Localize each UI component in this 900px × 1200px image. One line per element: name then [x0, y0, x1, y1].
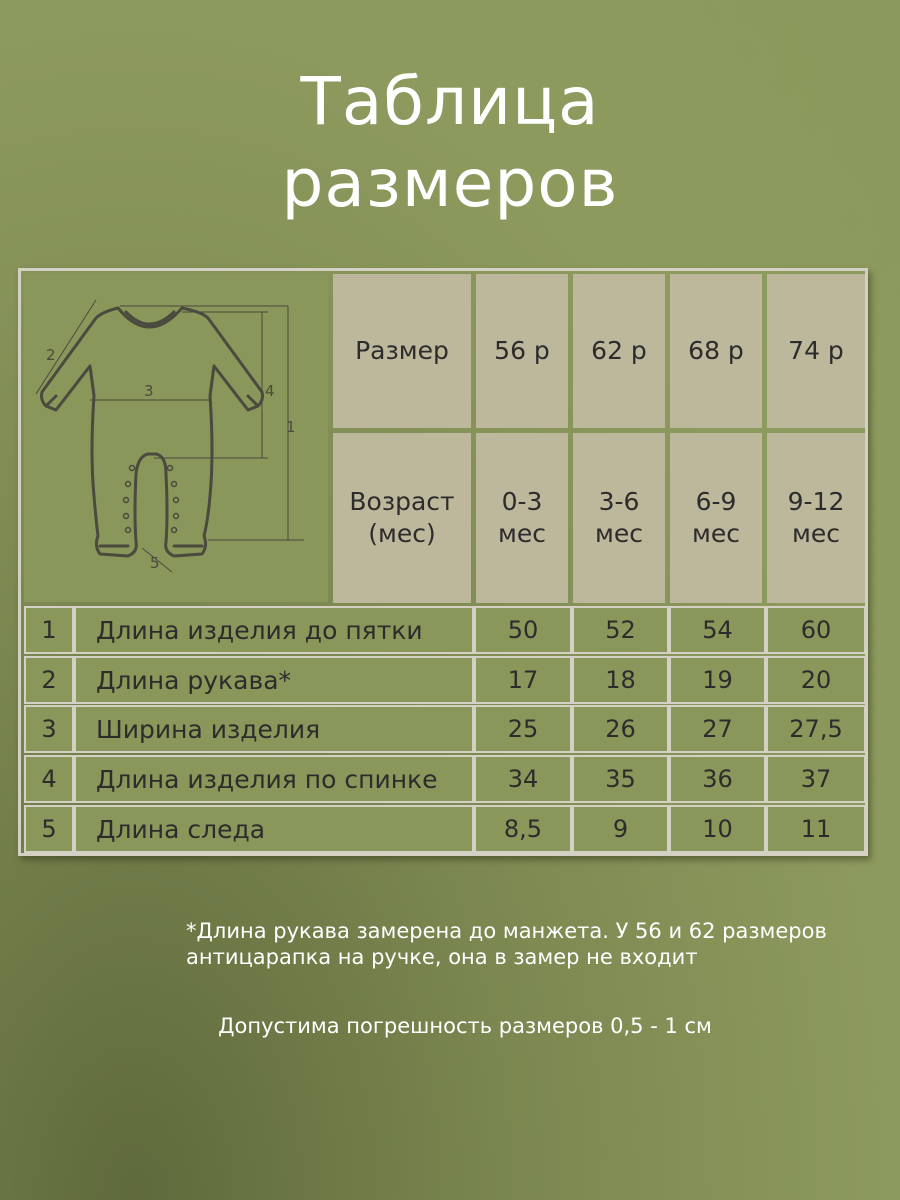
row-value: 17 — [474, 656, 572, 704]
row-value: 54 — [669, 606, 766, 654]
row-value: 50 — [474, 606, 572, 654]
row-number: 5 — [24, 805, 74, 853]
row-value: 19 — [669, 656, 766, 704]
row-number: 1 — [24, 606, 74, 654]
row-label: Длина следа — [74, 805, 474, 853]
row-label: Длина рукава* — [74, 656, 474, 704]
row-value: 26 — [572, 705, 669, 753]
row-number: 2 — [24, 656, 74, 704]
age-cell-62 — [573, 433, 665, 603]
age-range: 3-6 — [598, 487, 640, 516]
row-value: 52 — [572, 606, 669, 654]
row-value: 9 — [572, 805, 669, 853]
row-value: 27 — [669, 705, 766, 753]
age-cell-74 — [767, 433, 865, 603]
row-value: 27,5 — [766, 705, 866, 753]
row-value: 37 — [766, 755, 866, 803]
baby-romper-icon — [24, 274, 328, 602]
row-label: Длина изделия до пятки — [74, 606, 474, 654]
tolerance-note: Допустима погрешность размеров 0,5 - 1 см — [218, 1014, 712, 1038]
measure-label-2: 2 — [46, 346, 56, 364]
age-range: 0-3 — [501, 487, 543, 516]
size-col-68: 68 р — [670, 274, 762, 428]
row-number: 3 — [24, 705, 74, 753]
size-col-56: 56 р — [476, 274, 568, 428]
row-value: 34 — [474, 755, 572, 803]
row-value: 25 — [474, 705, 572, 753]
row-value: 60 — [766, 606, 866, 654]
age-range: 9-12 — [787, 487, 845, 516]
measure-label-3: 3 — [144, 382, 154, 400]
age-cell-56 — [476, 433, 568, 603]
age-cell-68 — [670, 433, 762, 603]
measure-label-1: 1 — [286, 418, 296, 436]
row-label: Ширина изделия — [74, 705, 474, 753]
sleeve-note-line2: антицарапка на ручке, она в замер не входит — [186, 945, 698, 969]
row-value: 36 — [669, 755, 766, 803]
page-title-line1: Таблица — [300, 63, 600, 140]
page-title-line2: размеров — [281, 145, 619, 222]
age-unit: мес — [595, 519, 643, 548]
age-unit: мес — [692, 519, 740, 548]
row-label: Длина изделия по спинке — [74, 755, 474, 803]
age-unit: мес — [498, 519, 546, 548]
size-header-label: Размер — [333, 274, 471, 428]
row-value: 10 — [669, 805, 766, 853]
size-col-74: 74 р — [767, 274, 865, 428]
sleeve-note — [186, 918, 886, 970]
measure-label-4: 4 — [265, 382, 275, 400]
row-number: 4 — [24, 755, 74, 803]
row-value: 11 — [766, 805, 866, 853]
row-value: 20 — [766, 656, 866, 704]
romper-diagram — [24, 274, 328, 602]
size-col-62: 62 р — [573, 274, 665, 428]
age-header-label — [333, 433, 471, 603]
measure-label-5: 5 — [150, 554, 160, 572]
row-value: 18 — [572, 656, 669, 704]
age-label-line2: (мес) — [368, 519, 436, 548]
age-label-line1: Возраст — [349, 487, 455, 516]
age-range: 6-9 — [695, 487, 737, 516]
sleeve-note-line1: *Длина рукава замерена до манжета. У 56 и 62 размеров — [186, 919, 827, 943]
age-unit: мес — [792, 519, 840, 548]
row-value: 35 — [572, 755, 669, 803]
row-value: 8,5 — [474, 805, 572, 853]
